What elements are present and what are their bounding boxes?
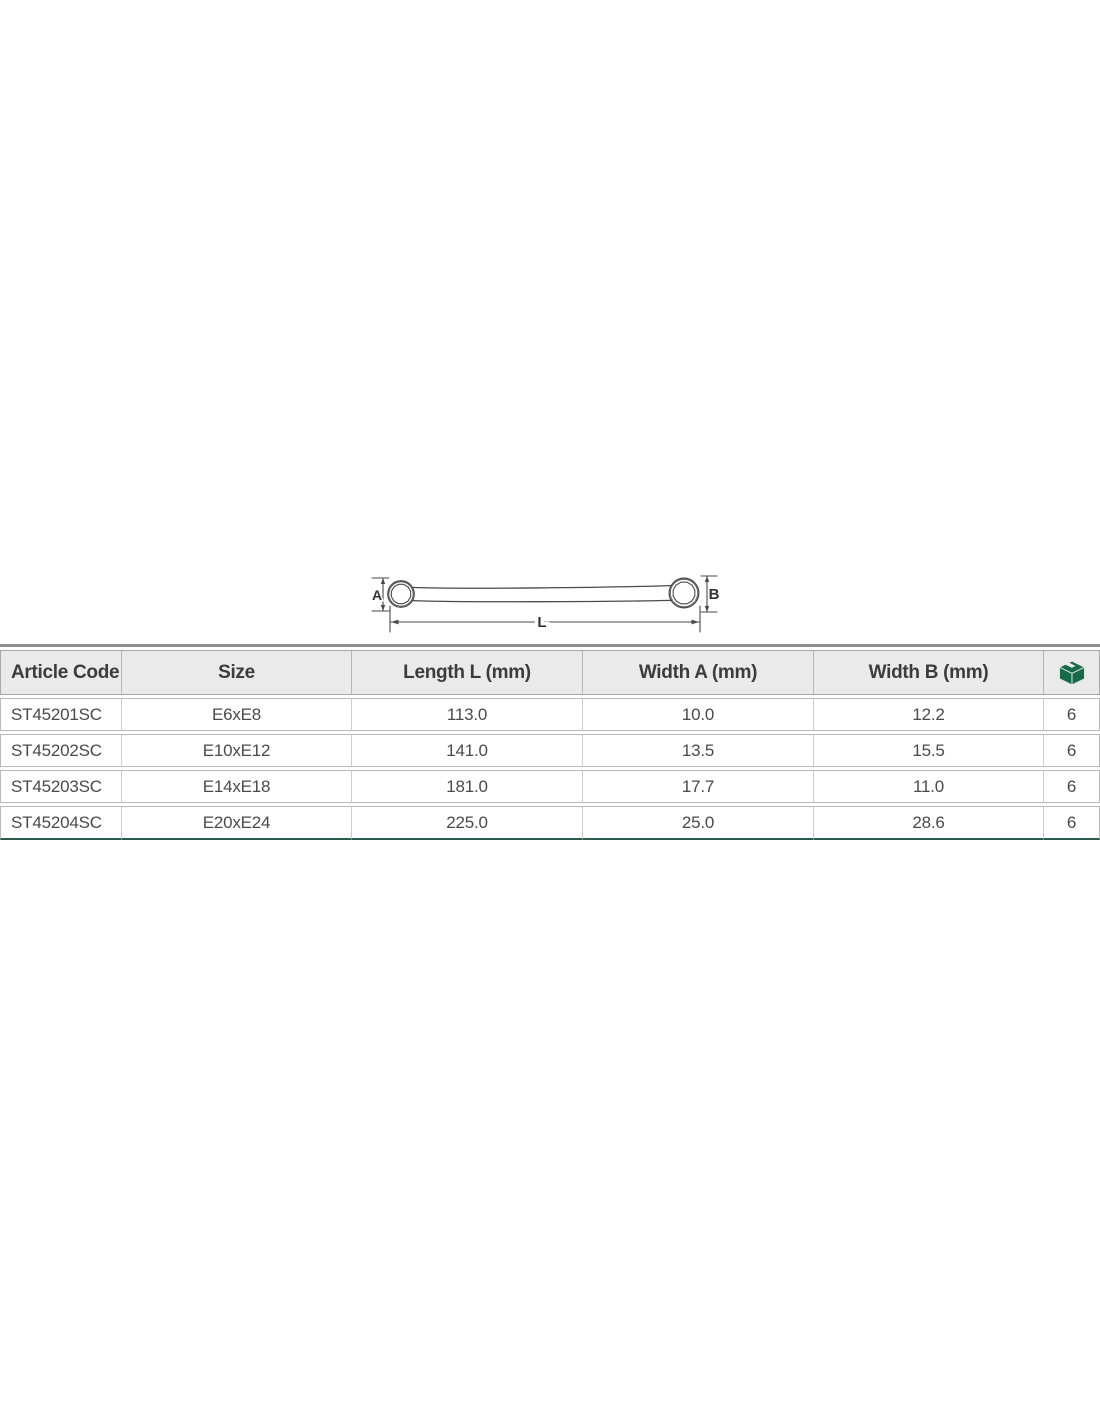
cell-width-a: 10.0 <box>583 698 814 731</box>
table-row <box>0 806 1100 840</box>
spec-table-header <box>0 650 1100 695</box>
cell-width-a: 25.0 <box>583 806 814 840</box>
dimension-a-label: A <box>371 587 383 603</box>
table-row <box>0 770 1100 803</box>
spec-table-section <box>0 644 1100 843</box>
table-row <box>0 698 1100 731</box>
header-pack-qty <box>1044 650 1100 695</box>
header-size: Size <box>122 650 352 695</box>
cell-pack-qty: 6 <box>1044 770 1100 803</box>
cell-pack-qty: 6 <box>1044 698 1100 731</box>
package-icon <box>1044 660 1099 686</box>
cell-article-code: ST45202SC <box>0 734 122 767</box>
header-length-l: Length L (mm) <box>352 650 583 695</box>
wrench-left-socket-profile <box>391 584 410 603</box>
header-article-code: Article Code <box>0 650 122 695</box>
wrench-diagram <box>360 565 730 647</box>
spec-table-body <box>0 698 1100 840</box>
cell-width-b: 28.6 <box>814 806 1044 840</box>
wrench-shank-bottom-edge <box>412 600 671 601</box>
cell-width-b: 15.5 <box>814 734 1044 767</box>
header-width-a: Width A (mm) <box>583 650 814 695</box>
cell-length-l: 113.0 <box>352 698 583 731</box>
dimension-l-label: L <box>537 614 547 631</box>
cell-size: E6xE8 <box>122 698 352 731</box>
header-width-b: Width B (mm) <box>814 650 1044 695</box>
cell-pack-qty: 6 <box>1044 806 1100 840</box>
cell-size: E10xE12 <box>122 734 352 767</box>
cell-width-a: 13.5 <box>583 734 814 767</box>
cell-size: E20xE24 <box>122 806 352 840</box>
cell-pack-qty: 6 <box>1044 734 1100 767</box>
cell-article-code: ST45204SC <box>0 806 122 840</box>
cell-article-code: ST45201SC <box>0 698 122 731</box>
cell-size: E14xE18 <box>122 770 352 803</box>
cell-width-a: 17.7 <box>583 770 814 803</box>
spec-table <box>0 647 1100 843</box>
header-row <box>0 650 1100 695</box>
wrench-right-socket-profile <box>673 582 695 604</box>
wrench-drawing-svg <box>360 565 730 647</box>
dimension-b-label: B <box>708 586 720 603</box>
cell-length-l: 141.0 <box>352 734 583 767</box>
cell-width-b: 12.2 <box>814 698 1044 731</box>
cell-width-b: 11.0 <box>814 770 1044 803</box>
wrench-shank-top-edge <box>412 586 671 589</box>
cell-length-l: 181.0 <box>352 770 583 803</box>
cell-length-l: 225.0 <box>352 806 583 840</box>
table-row <box>0 734 1100 767</box>
cell-article-code: ST45203SC <box>0 770 122 803</box>
